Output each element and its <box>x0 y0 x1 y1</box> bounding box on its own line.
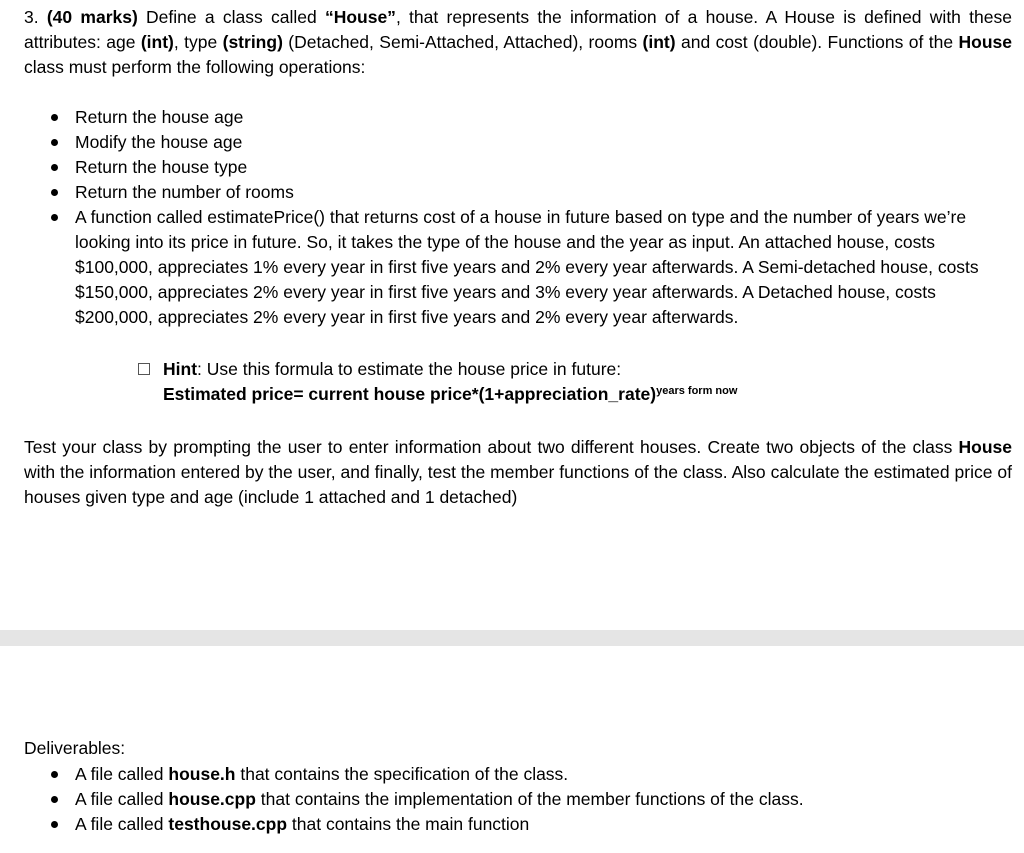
type-string: (string) <box>222 32 283 52</box>
list-item-text: A file called <box>75 814 169 834</box>
file-name: house.cpp <box>168 789 256 809</box>
bullet-icon <box>51 796 58 803</box>
bullet-icon <box>51 214 58 221</box>
formula-exponent: years form now <box>656 385 738 397</box>
list-item-text: Return the house type <box>75 157 248 177</box>
list-item-text: A file called <box>75 789 169 809</box>
list-item-text: that contains the main function <box>287 814 530 834</box>
list-item <box>0 205 985 330</box>
list-item-text: that contains the implementation of the member functions of the class. <box>255 789 804 809</box>
list-item-text: that contains the specification of the class. <box>235 764 569 784</box>
list-item <box>0 812 985 837</box>
list-item <box>0 105 985 130</box>
hint-line <box>0 357 1024 382</box>
file-name: house.h <box>168 764 236 784</box>
question-text: and cost (double). Functions of the <box>675 32 959 52</box>
list-item <box>0 787 985 812</box>
question-paragraph <box>24 5 1012 80</box>
list-item-text: Return the number of rooms <box>75 182 294 202</box>
question-text: , type <box>173 32 223 52</box>
question-text: Define a class called <box>137 7 325 27</box>
bullet-icon <box>51 771 58 778</box>
list-item <box>0 130 985 155</box>
class-name-quoted: “House” <box>324 7 396 27</box>
hint-text: : Use this formula to estimate the house price in future: <box>197 359 622 379</box>
list-item-text: Return the house age <box>75 107 244 127</box>
formula <box>0 382 1024 409</box>
bullet-icon <box>51 189 58 196</box>
operations-list <box>0 105 1024 330</box>
bullet-icon <box>51 821 58 828</box>
list-item <box>0 155 985 180</box>
test-text: with the information entered by the user, and finally, test the member functions of the class. Also calculate the estimated price of houses given type and age (include 1 attached and 1 detached) <box>24 462 1012 507</box>
formula-text: Estimated price= current house price*(1+appreciation_rate) <box>163 384 657 404</box>
bullet-icon <box>51 114 58 121</box>
checkbox-icon <box>138 363 150 375</box>
list-item-text: A file called <box>75 764 169 784</box>
list-item-text: A function called estimatePrice() that returns cost of a house in future based on type and the number of years we’re looking into its price in future. So, it takes the type of the house and the year as input. An attached house, costs $100,000, appreciates 1% every year in first five years and 2% every year afterwards. A Semi-detached house, costs $150,000, appreciates 2% every year in first five years and 3% every year afterwards. A Detached house, costs $200,000, appreciates 2% every year in first five years and 2% every year afterwards. <box>75 207 979 327</box>
bullet-icon <box>51 139 58 146</box>
question-text: class must perform the following operations: <box>24 57 366 77</box>
list-item-text: Modify the house age <box>75 132 243 152</box>
hint-block <box>0 357 1024 409</box>
hint-label: Hint <box>163 359 198 379</box>
type-int: (int) <box>140 32 174 52</box>
list-item <box>0 180 985 205</box>
deliverables-title: Deliverables: <box>24 738 126 758</box>
test-paragraph <box>24 435 1012 510</box>
question-number: 3. <box>24 7 39 27</box>
test-text: Test your class by prompting the user to enter information about two different houses. Create two objects of the class <box>24 437 959 457</box>
deliverables-list <box>0 762 1024 837</box>
section-divider <box>0 630 1024 646</box>
question-text: (Detached, Semi-Attached, Attached), rooms <box>282 32 643 52</box>
bullet-icon <box>51 164 58 171</box>
type-int: (int) <box>642 32 676 52</box>
question-marks: (40 marks) <box>46 7 138 27</box>
class-name: House <box>958 32 1012 52</box>
file-name: testhouse.cpp <box>168 814 288 834</box>
class-name: House <box>958 437 1012 457</box>
list-item <box>0 762 985 787</box>
question-text: , that represents the information of a house. A House is defined with these attributes: age <box>24 7 1012 52</box>
